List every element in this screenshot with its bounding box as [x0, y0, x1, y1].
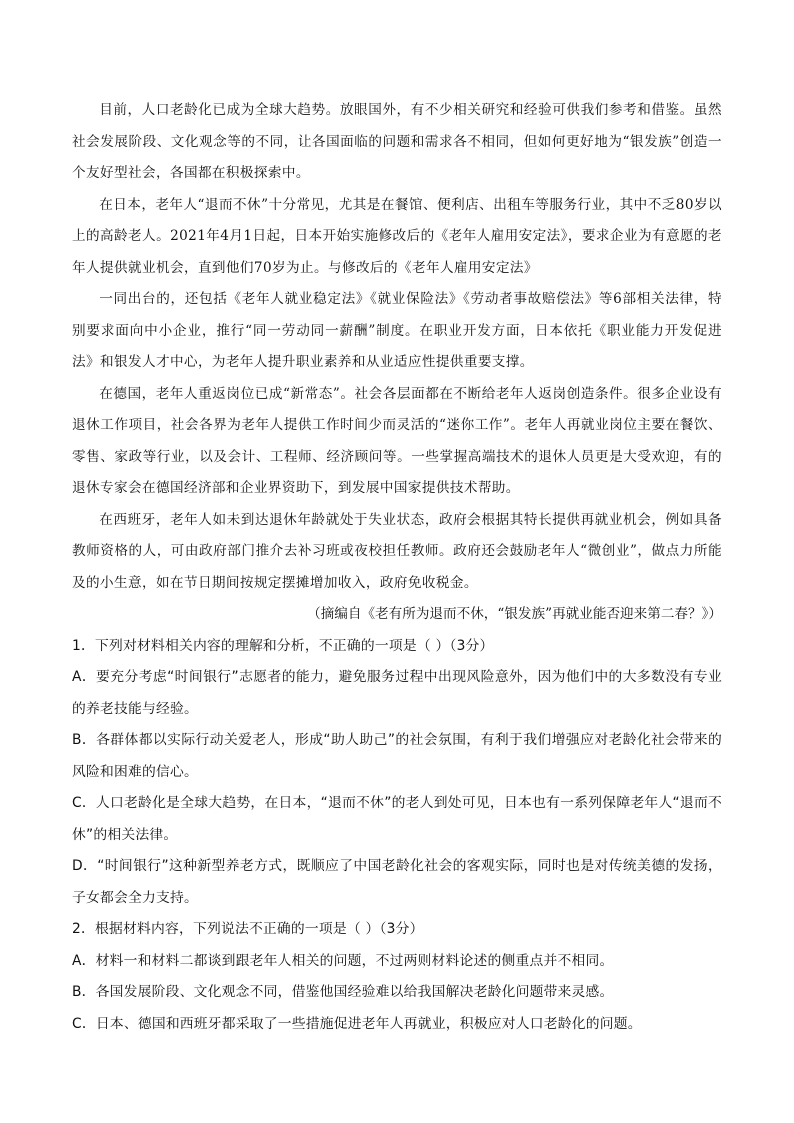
- question-1-option-a: A．要充分考虑“时间银行”志愿者的能力，避免服务过程中出现风险意外，因为他们中的大多数没有专业的养老技能与经验。: [72, 669, 722, 717]
- question-1-option-c: C．人口老龄化是全球大趋势，在日本，“退而不休”的老人到处可见，日本也有一系列保障老年人“退而不休”的相关法律。: [72, 795, 722, 843]
- passage-paragraph: 在西班牙，老年人如未到达退休年龄就处于失业状态，政府会根据其特长提供再就业机会，例如具备教师资格的人，可由政府部门推介去补习班或夜校担任教师。政府还会鼓励老年人“微创业”，做点力所能及的小生意，如在节日期间按规定摆摊增加收入，政府免收税金。: [72, 511, 722, 591]
- passage-paragraph: 在德国，老年人重返岗位已成“新常态”。社会各层面都在不断给老年人返岗创造条件。很多企业设有退休工作项目，社会各界为老年人提供工作时间少而灵活的“迷你工作”。老年人再就业岗位主要在餐饮、零售、家政等行业，以及会计、工程师、经济顾问等。一些掌握高端技术的退休人员更是大受欢迎，有的退休专家会在德国经济部和企业界资助下，到发展中国家提供技术帮助。: [72, 385, 722, 496]
- question-1-option-d: D．“时间银行”这种新型养老方式，既顺应了中国老龄化社会的客观实际，同时也是对传统美德的发扬，子女都会全力支持。: [72, 858, 722, 906]
- passage-paragraph: 在日本，老年人“退而不休”十分常见，尤其是在餐馆、便利店、出租车等服务行业，其中不乏80岁以上的高龄老人。2021年4月1日起，日本开始实施修改后的《老年人雇用安定法》，要求企业为有意愿的老年人提供就业机会，直到他们70岁为止。与修改后的《老年人雇用安定法》: [72, 196, 722, 276]
- passage-paragraph: 一同出台的，还包括《老年人就业稳定法》《就业保险法》《劳动者事故赔偿法》等6部相关法律，特别要求面向中小企业，推行“同一劳动同一薪酬”制度。在职业开发方面，日本依托《职业能力开发促进法》和银发人才中心，为老年人提升职业素养和从业适应性提供重要支撑。: [72, 291, 722, 370]
- question-1-option-b: B．各群体都以实际行动关爱老人，形成“助人助己”的社会氛围，有利于我们增强应对老龄化社会带来的风险和困难的信心。: [72, 732, 722, 780]
- passage-source: （摘编自《老有所为退而不休，“银发族”再就业能否迎来第二春？》）: [307, 606, 722, 622]
- question-2-option-c: C．日本、德国和西班牙都采取了一些措施促进老年人再就业，积极应对人口老龄化的问题。: [72, 1015, 642, 1032]
- question-2-option-b: B．各国发展阶段、文化观念不同，借鉴他国经验难以给我国解决老龄化问题带来灵感。: [72, 984, 614, 1000]
- question-1-stem: 1．下列对材料相关内容的理解和分析，不正确的一项是（ ）（3分）: [72, 637, 494, 654]
- question-2-option-a: A．材料一和材料二都谈到跟老年人相关的问题，不过两则材料论述的侧重点并不相同。: [72, 952, 614, 969]
- question-2-stem: 2．根据材料内容，下列说法不正确的一项是（ ）（3分）: [72, 921, 424, 937]
- passage-paragraph: 目前，人口老龄化已成为全球大趋势。放眼国外，有不少相关研究和经验可供我们参考和借鉴。虽然社会发展阶段、文化观念等的不同，让各国面临的问题和需求各不相同，但如何更好地为“银发族”创造一个友好型社会，各国都在积极探索中。: [72, 102, 722, 181]
